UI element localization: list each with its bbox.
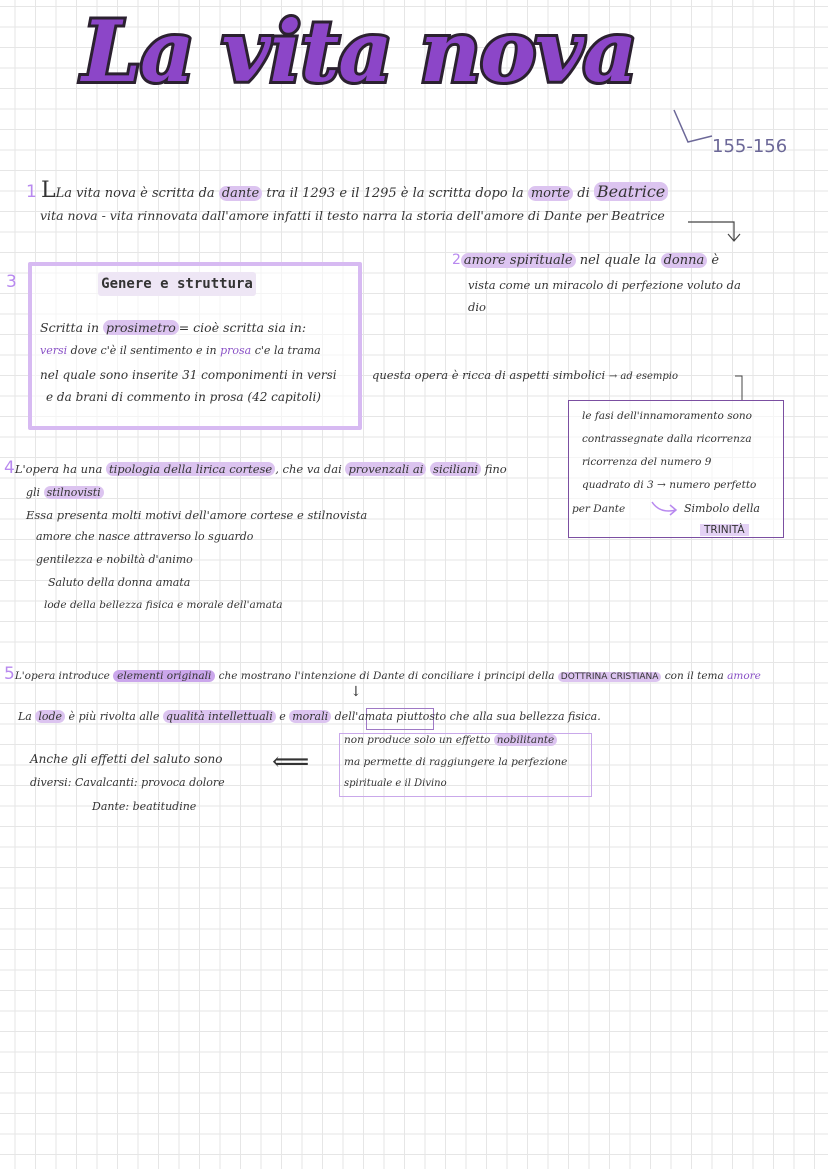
highlight-qualita-intellettuali: qualità intellettuali bbox=[163, 710, 276, 723]
section2-text-a: nel quale la bbox=[575, 253, 661, 268]
section1-text-c: di bbox=[573, 186, 594, 201]
section2-line1 bbox=[452, 252, 719, 268]
ad-esempio-label: → ad esempio bbox=[608, 371, 679, 382]
section2-text-b: è bbox=[707, 253, 720, 268]
saluto-left-1: Anche gli effetti del saluto sono bbox=[30, 752, 223, 766]
highlight-lode: lode bbox=[35, 710, 65, 723]
page-reference: 155-156 bbox=[712, 136, 788, 157]
section1-line2: vita nova - vita rinnovata dall'amore infatti il testo narra la storia dell'amore di Dante per Beatrice bbox=[40, 208, 665, 223]
highlight-prosimetro: prosimetro bbox=[103, 320, 179, 335]
section4-number: 4 bbox=[4, 458, 15, 478]
arrow-down-icon: ↓ bbox=[350, 684, 362, 700]
section1-line1: 1 LLa vita nova è scritta da dante tra il 1293 e il 1295 è la scritta dopo la morte di Beatrice bbox=[26, 178, 668, 203]
section2-number: 2 bbox=[452, 252, 461, 268]
simbolo-label: Simbolo della bbox=[684, 502, 760, 515]
section5-text-a: L'opera introduce bbox=[14, 670, 114, 682]
section1-text-a: La vita nova è scritta da bbox=[55, 186, 219, 201]
simbolici-text bbox=[372, 368, 678, 382]
section3-line4: e da brani di commento in prosa (42 capitoli) bbox=[46, 390, 321, 404]
saluto-left-2: diversi: Cavalcanti: provoca dolore bbox=[30, 776, 225, 789]
section5-line2 bbox=[18, 710, 601, 723]
arrow-right-icon bbox=[650, 498, 680, 518]
motivo-item-1: amore che nasce attraverso lo sguardo bbox=[36, 530, 254, 543]
section3-text-a: Scritta in bbox=[40, 320, 104, 335]
section5-text-e: è più rivolta alle bbox=[65, 710, 163, 723]
highlight-provenzali: provenzali ai bbox=[345, 462, 426, 476]
section4-text-b: , che va dai bbox=[275, 462, 346, 476]
section5-text-b: che mostrano l'intenzione di Dante di conciliare i principi della bbox=[215, 670, 558, 682]
trinita-label: TRINITÀ bbox=[700, 524, 749, 536]
section5-line1 bbox=[4, 664, 761, 684]
amata-label: dell'amata bbox=[334, 710, 393, 723]
highlight-beatrice: Beatrice bbox=[594, 182, 668, 201]
saluto-text-a: non produce solo un effetto bbox=[344, 734, 494, 746]
section3-text-d: c'e la trama bbox=[251, 344, 321, 357]
amore-label: amore bbox=[727, 670, 761, 682]
section2-line2: vista come un miracolo di perfezione voluto da bbox=[468, 278, 741, 292]
saluto-right-3: spirituale e il Divino bbox=[344, 778, 447, 789]
highlight-nobilitante: nobilitante bbox=[494, 734, 558, 746]
page-title: La vita nova bbox=[82, 2, 637, 101]
section2-line3: dio bbox=[468, 300, 486, 314]
section5-text-c: con il tema bbox=[661, 670, 728, 682]
section3-line1 bbox=[40, 320, 306, 335]
section4-line2 bbox=[26, 486, 104, 499]
section5-text-g: piuttosto che alla sua bellezza fisica. bbox=[392, 710, 601, 723]
arrow-down-right-icon bbox=[686, 212, 746, 246]
section4-text-d: gli bbox=[26, 486, 44, 499]
fasi-line-2: contrassegnate dalla ricorrenza bbox=[582, 433, 752, 445]
fasi-line-1: le fasi dell'innamoramento sono bbox=[582, 410, 752, 422]
highlight-morali: morali bbox=[289, 710, 331, 723]
section3-line2 bbox=[40, 344, 321, 357]
genere-struttura-title: Genere e struttura bbox=[98, 272, 256, 296]
arrow-left-icon: ⟸ bbox=[272, 747, 310, 777]
highlight-elementi-originali: elementi originali bbox=[113, 670, 215, 682]
simbolici-label: questa opera è ricca di aspetti simbolici bbox=[372, 368, 606, 382]
section1-number: 1 bbox=[26, 182, 37, 202]
section4-line1 bbox=[4, 458, 507, 478]
section3-line3: nel quale sono inserite 31 componimenti in versi bbox=[40, 368, 337, 382]
saluto-left-3: Dante: beatitudine bbox=[92, 800, 197, 813]
section3-number: 3 bbox=[6, 272, 17, 292]
highlight-amore-spirituale: amore spirituale bbox=[461, 253, 576, 268]
highlight-stilnovisti: stilnovisti bbox=[44, 486, 104, 499]
section4-text-c: fino bbox=[481, 462, 507, 476]
saluto-right-1 bbox=[344, 734, 557, 746]
highlight-siciliani: siciliani bbox=[430, 462, 481, 476]
section3-text-c: dove c'è il sentimento e in bbox=[67, 344, 221, 357]
highlight-morte: morte bbox=[528, 186, 573, 201]
section5-number: 5 bbox=[4, 664, 15, 684]
page-ref-arrow-icon bbox=[672, 108, 716, 152]
highlight-donna: donna bbox=[661, 253, 708, 268]
section1-text-b: tra il 1293 e il 1295 è la scritta dopo la bbox=[262, 186, 528, 201]
motivo-item-4: lode della bellezza fisica e morale dell'amata bbox=[44, 599, 283, 611]
motivo-item-3: Saluto della donna amata bbox=[48, 576, 191, 589]
section5-text-f: e bbox=[275, 710, 290, 723]
section5-text-d: La bbox=[18, 710, 36, 723]
motivo-item-2: gentilezza e nobiltà d'animo bbox=[36, 553, 193, 566]
bracket-arrow-icon bbox=[734, 374, 746, 402]
section4-line3: Essa presenta molti motivi dell'amore cortese e stilnovista bbox=[26, 508, 368, 522]
per-dante-label: per Dante bbox=[572, 503, 626, 515]
highlight-dottrina-cristiana: DOTTRINA CRISTIANA bbox=[558, 672, 662, 682]
fasi-line-3: ricorrenza del numero 9 bbox=[582, 456, 712, 468]
prosa-label: prosa bbox=[220, 344, 252, 357]
versi-label: versi bbox=[40, 344, 68, 357]
section3-text-b: = cioè scritta sia in: bbox=[178, 320, 307, 335]
saluto-right-2: ma permette di raggiungere la perfezione bbox=[344, 756, 568, 768]
highlight-dante: dante bbox=[219, 186, 262, 201]
fasi-line-4: quadrato di 3 → numero perfetto bbox=[582, 479, 757, 491]
highlight-tipologia: tipologia della lirica cortese bbox=[106, 462, 275, 476]
section4-text-a: L'opera ha una bbox=[14, 462, 106, 476]
